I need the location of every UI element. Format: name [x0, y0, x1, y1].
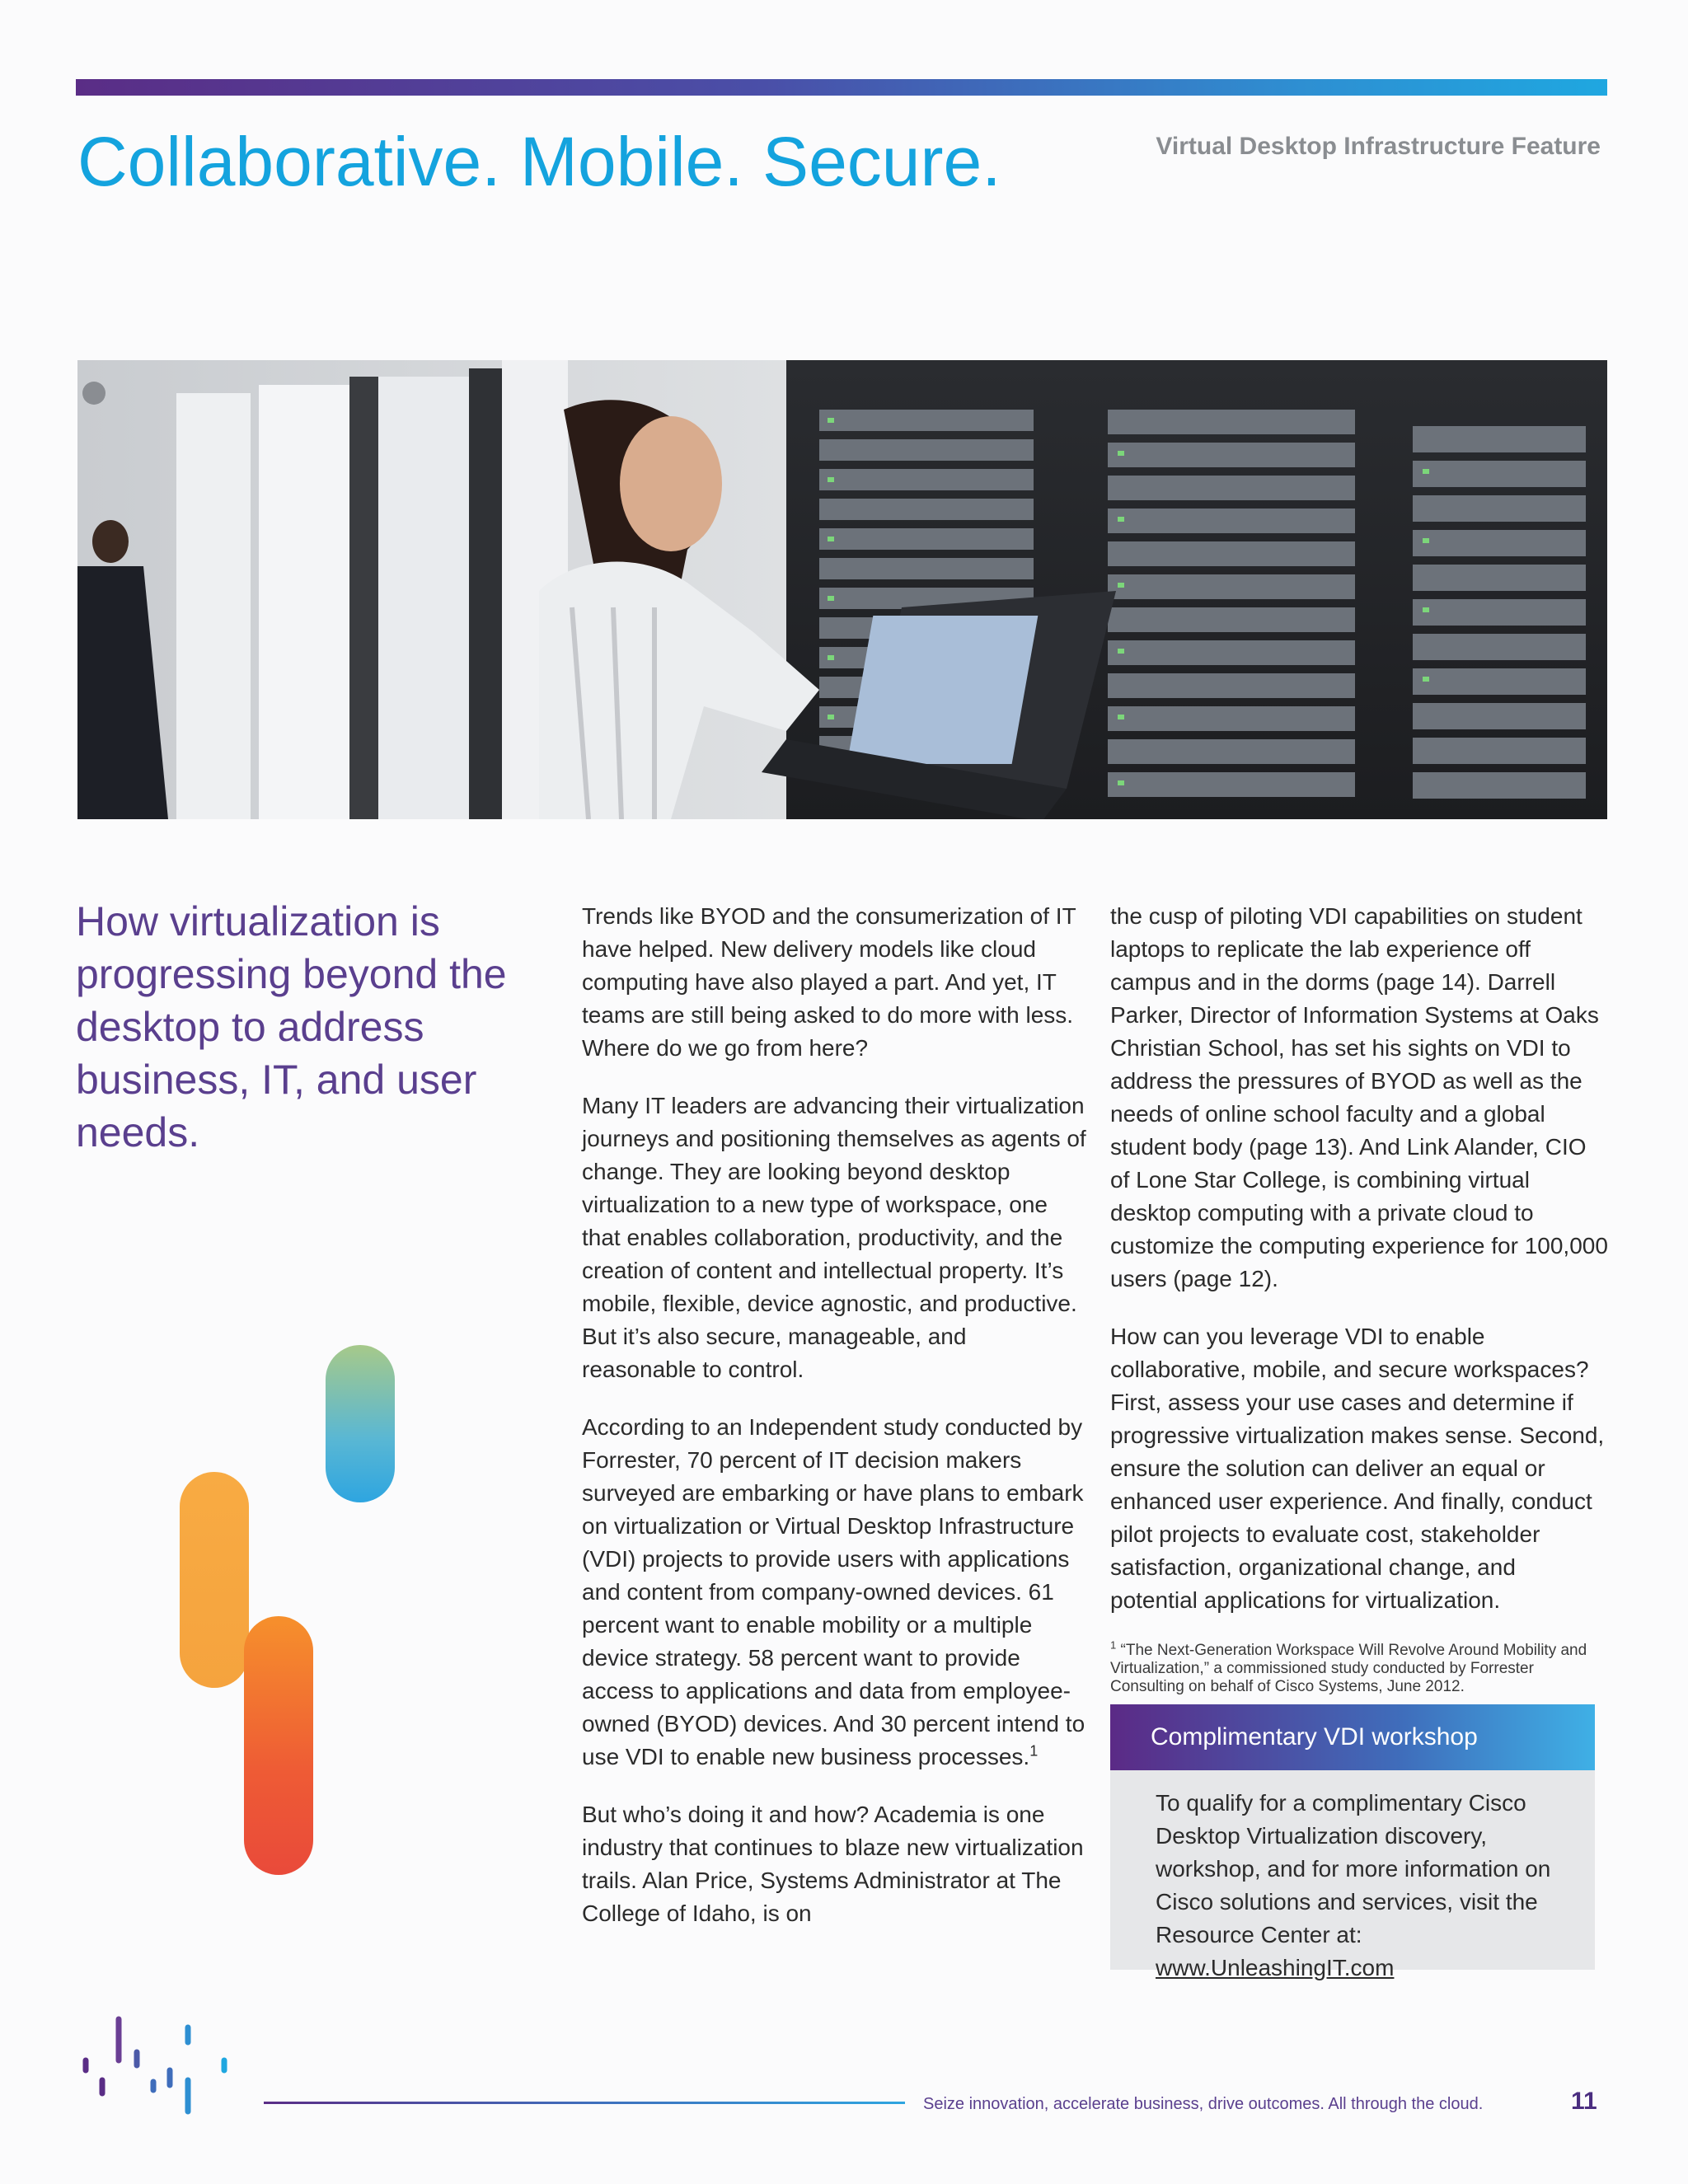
- footnote-reference: 1: [1029, 1742, 1039, 1760]
- hero-photo: [77, 360, 1607, 819]
- pull-quote: How virtualization is progressing beyond the desktop to address business, IT, and user needs.: [76, 898, 507, 1155]
- cisco-bridge-logo-icon: [79, 2011, 236, 2122]
- top-gradient-bar: [76, 79, 1607, 96]
- footer-rule: [264, 2102, 905, 2104]
- decorative-pill-red: [244, 1616, 313, 1875]
- section-kicker: Virtual Desktop Infrastructure Feature: [1156, 133, 1601, 160]
- article-paragraph: But who’s doing it and how? Academia is one industry that continues to blaze new virtualization trails. Alan Price, Systems Administrator at The College of Idaho, is on: [582, 1802, 1084, 1926]
- resource-center-link[interactable]: www.UnleashingIT.com: [1156, 1955, 1395, 1980]
- article-paragraph: [582, 1411, 1086, 1774]
- workshop-callout: [1110, 1704, 1595, 1980]
- article-paragraph: How can you leverage VDI to enable collaborative, mobile, and secure workspaces? First, assess your use cases and determine if progressive virtualization makes sense. Second, ensure the solution can deliver an equal or enhanced user experience. And finally, conduct pilot projects to evaluate cost, stakeholder satisfaction, organizational change, and potential applications for virtualization.: [1110, 1324, 1605, 1613]
- article-paragraph: Trends like BYOD and the consumerization of IT have helped. New delivery models like cloud computing have also played a part. And yet, IT teams are still being asked to do more with less. Where do we go from here?: [582, 903, 1076, 1061]
- footnote-text: “The Next-Generation Workspace Will Revolve Around Mobility and Virtualization,” a commissioned study conducted by Forrester Consulting on behalf of Cisco Systems, June 2012.: [1110, 1642, 1587, 1695]
- page-title: Collaborative. Mobile. Secure.: [77, 123, 1001, 200]
- workshop-text: To qualify for a complimentary Cisco Desktop Virtualization discovery, workshop, and for more information on Cisco solutions and services, visit the Resource Center at:: [1156, 1790, 1551, 1947]
- article-paragraph-text: According to an Independent study conducted by Forrester, 70 percent of IT decision makers surveyed are embarking or have plans to embark on virtualization or Virtual Desktop Infrastructure (VDI) projects to provide users with applications and content from company-owned devices. 61 percent want to enable mobility or a multiple device strategy. 58 percent want to provide access to applications and data from employee-owned (BYOD) devices. And 30 percent intend to use VDI to enable new business processes.: [582, 1414, 1085, 1769]
- workshop-title: Complimentary VDI workshop: [1110, 1704, 1595, 1770]
- decorative-pill-yellow: [180, 1472, 249, 1688]
- article-paragraph: Many IT leaders are advancing their virtualization journeys and positioning themselves as agents of change. They are looking beyond desktop virtualization to a new type of workspace, one that enables collaboration, productivity, and the creation of content and intellectual property. It’s mobile, flexible, device agnostic, and productive. But it’s also secure, manageable, and reasonable to control.: [582, 1093, 1086, 1382]
- footnote-mark: 1: [1110, 1638, 1117, 1652]
- article-paragraph: the cusp of piloting VDI capabilities on student laptops to replicate the lab experience off campus and in the dorms (page 14). Darrell Parker, Director of Information Systems at Oaks Christian School, has set his sights on VDI to address the pressures of BYOD as well as the needs of online school faculty and a global student body (page 13). And Link Alander, CIO of Lone Star College, is combining virtual desktop computing with a private cloud to customize the computing experience for 100,000 users (page 12).: [1110, 903, 1608, 1291]
- footer-tagline: Seize innovation, accelerate business, drive outcomes. All through the cloud.: [923, 2095, 1484, 2113]
- decorative-pill-teal: [326, 1345, 395, 1502]
- article-column-1: [582, 900, 1086, 1955]
- workshop-body: [1110, 1770, 1595, 1985]
- page-number: 11: [1571, 2088, 1597, 2115]
- footnote: [1110, 1638, 1609, 1696]
- article-column-2: [1110, 900, 1609, 1721]
